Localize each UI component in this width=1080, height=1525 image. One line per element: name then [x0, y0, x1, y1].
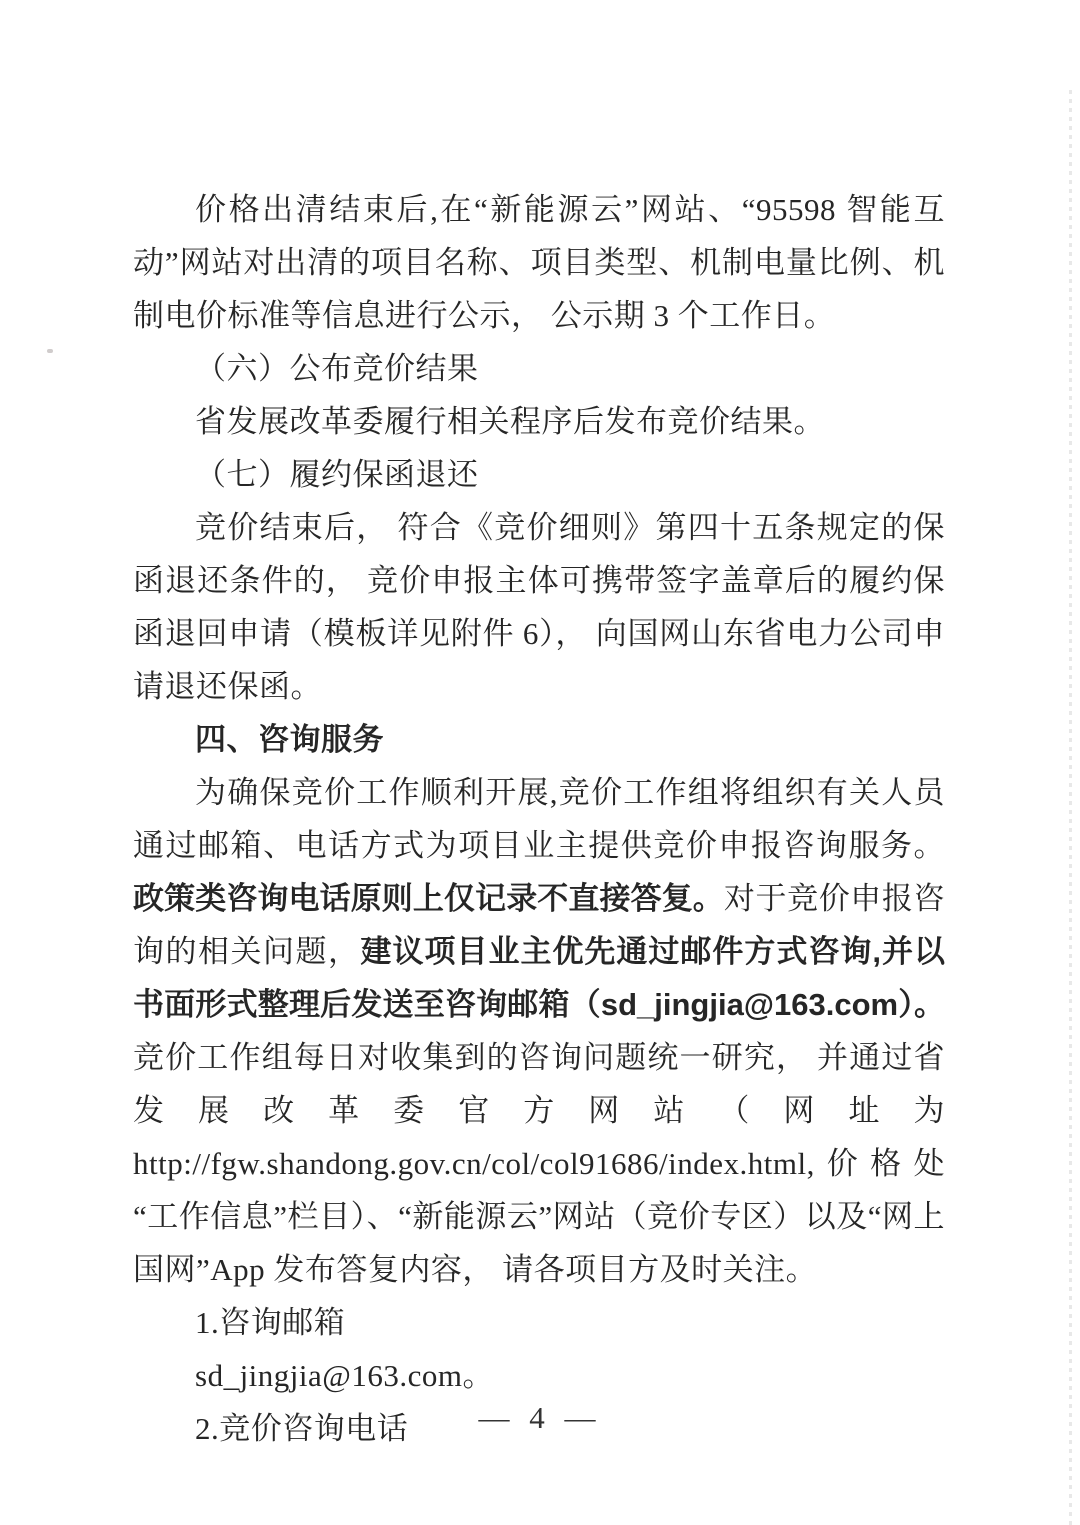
paragraph-consult-service [133, 766, 945, 1296]
paragraph-announce-result: 省发展改革委履行相关程序后发布竞价结果。 [195, 404, 825, 439]
paragraph-guarantee-refund: 竞价结束后， 符合《竞价细则》第四十五条规定的保函退还条件的， 竞价申报主体可携带签字盖章后的履约保函退回申请（模板详见附件 6）， 向国网山东省电力公司申请退还保函。 [133, 510, 945, 704]
consult-run-questions: 对于竞价申报咨询的相关问题， [133, 881, 946, 969]
section-heading-six: （六）公布竞价结果 [195, 351, 479, 386]
document-text-block [133, 183, 945, 1455]
consult-run-intro: 为确保竞价工作顺利开展,竞价工作组将组织有关人员通过邮箱、电话方式为项目业主提供竞价申报咨询服务。 [133, 775, 945, 863]
item-consult-email-value: sd_jingjia@163.com。 [195, 1358, 494, 1393]
consult-run-website-reply: 竞价工作组每日对收集到的咨询问题统一研究， 并通过省发展改革委官方网站（网址为 http://fgw.shandong.gov.cn/col/col91686/index.html,价格处“工作信息”栏目）、“新能源云”网站（竞价专区）以及“网上国网”App 发布答复内容， 请各项目方及时关注。 [133, 1040, 945, 1287]
consult-run-policy-phone-bold: 政策类咨询电话原则上仅记录不直接答复。 [133, 881, 724, 916]
paragraph-price-clearing-notice: 价格出清结束后,在“新能源云”网站、“95598 智能互动”网站对出清的项目名称、项目类型、机制电量比例、机制电价标准等信息进行公示， 公示期 3 个工作日。 [133, 192, 945, 333]
item-consult-email-label: 1.咨询邮箱 [195, 1305, 346, 1340]
scan-artifact-right-edge [1069, 90, 1072, 1525]
section-heading-seven: （七）履约保函退还 [195, 457, 479, 492]
page-number: — 4 — [478, 1400, 602, 1435]
section-heading-four-consult-service: 四、咨询服务 [195, 722, 384, 757]
consult-run-email-advice-bold: 建议项目业主优先通过邮件方式咨询,并以书面形式整理后发送至咨询邮箱（sd_jingjia@163.com）。 [133, 934, 945, 1022]
item-consult-phone-label: 2.竞价咨询电话 [195, 1411, 409, 1446]
scan-artifact-dot [47, 349, 53, 353]
